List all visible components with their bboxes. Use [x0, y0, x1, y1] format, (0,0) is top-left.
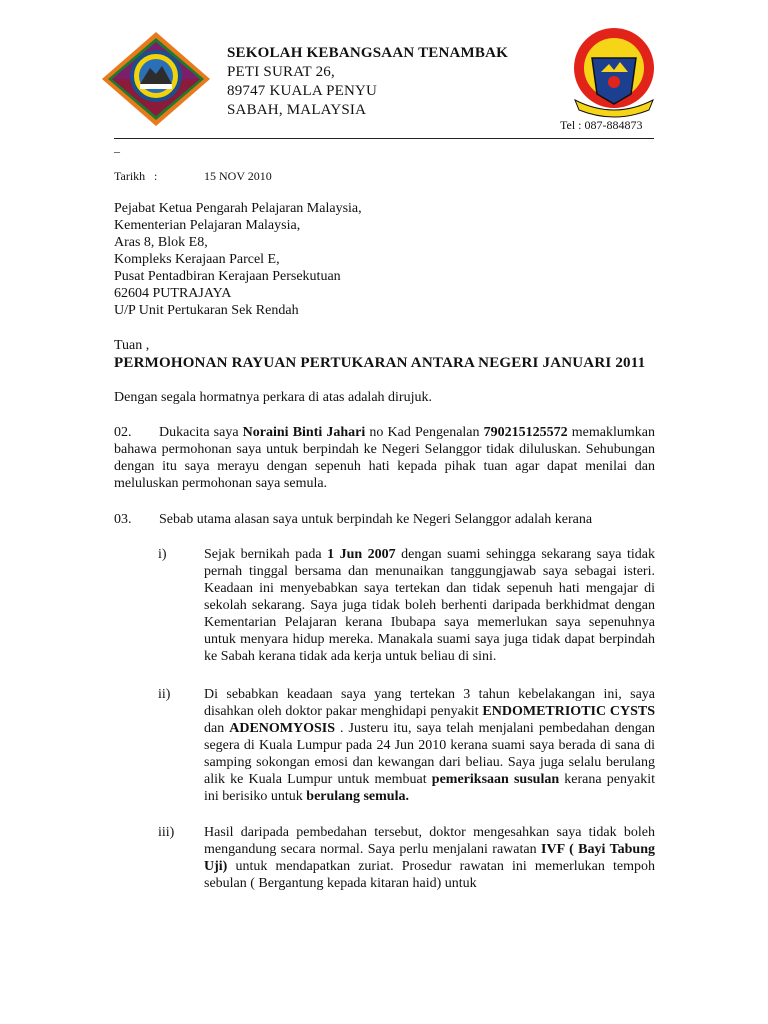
paragraph-number: 02. — [114, 425, 132, 440]
address-line-2: 89747 KUALA PENYU — [227, 83, 378, 99]
address-line-1: PETI SURAT 26, — [227, 64, 335, 80]
recipient-line: Pusat Pentadbiran Kerajaan Persekutuan — [114, 269, 341, 284]
recipient-line: Pejabat Ketua Pengarah Pelajaran Malaysia, — [114, 201, 362, 216]
item-text: dengan suami sehingga sekarang saya tidak pernah tinggal bersama dan menunaikan tanggungjawab saya sebagai isteri. Keadaan ini menyebabkan saya tertekan dan tidak sepenuh hati mengajar di sekolah sekarang. Saya juga tidak boleh berhenti daripada berkhidmat dengan Kementarian Pelajaran kerana Ibubapa saya memerlukan saya sepenuhnya untuk menyara hidup mereka. Manakala suami saya juga tidak dapat berpindah ke Sabah kerana tidak ada kerja untuk beliau di sini. — [204, 547, 656, 664]
item-numeral: iii) — [158, 825, 175, 840]
reason-item-3 — [158, 824, 655, 892]
item-numeral: ii) — [158, 687, 171, 702]
paragraph-text: Dukacita saya — [159, 425, 243, 440]
diagnosis-2: ADENOMYOSIS — [229, 721, 336, 736]
date-label: Tarikh — [114, 169, 146, 183]
divider-dash: – — [114, 144, 120, 158]
follow-up-term: pemeriksaan susulan — [431, 772, 560, 787]
item-text: kerana penyakit ini berisiko untuk — [204, 772, 655, 804]
opening-sentence: Dengan segala hormatnya perkara di atas adalah dirujuk. — [114, 390, 432, 405]
item-text: Di sebabkan keadaan saya yang tertekan 3 tahun kebelakangan ini, saya disahkan oleh doktor pakar menghidapi penyakit — [204, 687, 655, 719]
school-letterhead — [227, 44, 508, 120]
recipient-line: Kompleks Kerajaan Parcel E, — [114, 252, 280, 267]
paragraph-03 — [114, 511, 655, 528]
item-body — [204, 686, 655, 805]
recipient-line: U/P Unit Pertukaran Sek Rendah — [114, 303, 299, 318]
item-numeral: i) — [158, 547, 167, 562]
recipient-line: 62604 PUTRAJAYA — [114, 286, 232, 301]
recipient-address — [114, 200, 362, 319]
salutation: Tuan , — [114, 338, 150, 353]
paragraph-number: 03. — [114, 512, 132, 527]
paragraph-text: no Kad Pengenalan — [365, 425, 484, 440]
date-value: 15 NOV 2010 — [204, 169, 272, 183]
item-text: dan — [204, 721, 230, 736]
paragraph-02 — [114, 424, 655, 492]
item-text: untuk mendapatkan zuriat. Prosedur rawatan ini memerlukan tempoh sebulan ( Bergantung kepada kitaran haid) untuk — [204, 859, 655, 891]
paragraph-text: memaklumkan bahawa permohonan saya untuk berpindah ke Negeri Selanggor tidak diluluskan. Sehubungan dengan itu saya merayu dengan sepenuh hati kepada pihak tuan agar dapat menilai dan meluluskan permohonan saya semula. — [114, 425, 655, 491]
letter-subject: PERMOHONAN RAYUAN PERTUKARAN ANTARA NEGERI JANUARI 2011 — [114, 355, 646, 371]
recipient-line: Aras 8, Blok E8, — [114, 235, 208, 250]
date-colon: : — [154, 169, 158, 183]
school-badge-logo — [565, 24, 663, 120]
reason-item-1 — [158, 546, 655, 665]
recipient-line: Kementerian Pelajaran Malaysia, — [114, 218, 301, 233]
address-line-3: SABAH, MALAYSIA — [227, 102, 367, 118]
marriage-date: 1 Jun 2007 — [327, 547, 396, 562]
ic-number: 790215125572 — [483, 425, 568, 440]
item-text: Sejak bernikah pada — [204, 547, 328, 562]
diagnosis-1: ENDOMETRIOTIC CYSTS — [482, 704, 655, 719]
telephone-number: Tel : 087-884873 — [560, 118, 643, 132]
school-name: SEKOLAH KEBANGSAAN TENAMBAK — [227, 45, 509, 61]
ivf-term: IVF ( Bayi Tabung Uji) — [204, 842, 656, 874]
reason-item-2 — [158, 686, 655, 805]
item-body — [204, 546, 655, 665]
item-body — [204, 824, 655, 892]
paragraph-text: Sebab utama alasan saya untuk berpindah ke Negeri Selanggor adalah kerana — [159, 512, 593, 527]
item-text: Hasil daripada pembedahan tersebut, doktor mengesahkan saya tidak boleh mengandung secara normal. Saya perlu menjalani rawatan — [204, 825, 655, 857]
header-divider — [114, 138, 654, 139]
applicant-name: Noraini Binti Jahari — [242, 425, 366, 440]
item-text: . Justeru itu, saya telah menjalani pembedahan dengan segera di Kuala Lumpur pada 24 Jun 2010 kerana suami saya berada di sana di samping sokongan emosi dan kewangan dari beliau. Saya juga selalu berulang alik ke Kuala Lumpur untuk membuat — [204, 721, 655, 787]
school-crest-logo — [100, 30, 212, 128]
date-row — [114, 169, 272, 184]
recurrence-term: berulang semula. — [306, 789, 409, 804]
